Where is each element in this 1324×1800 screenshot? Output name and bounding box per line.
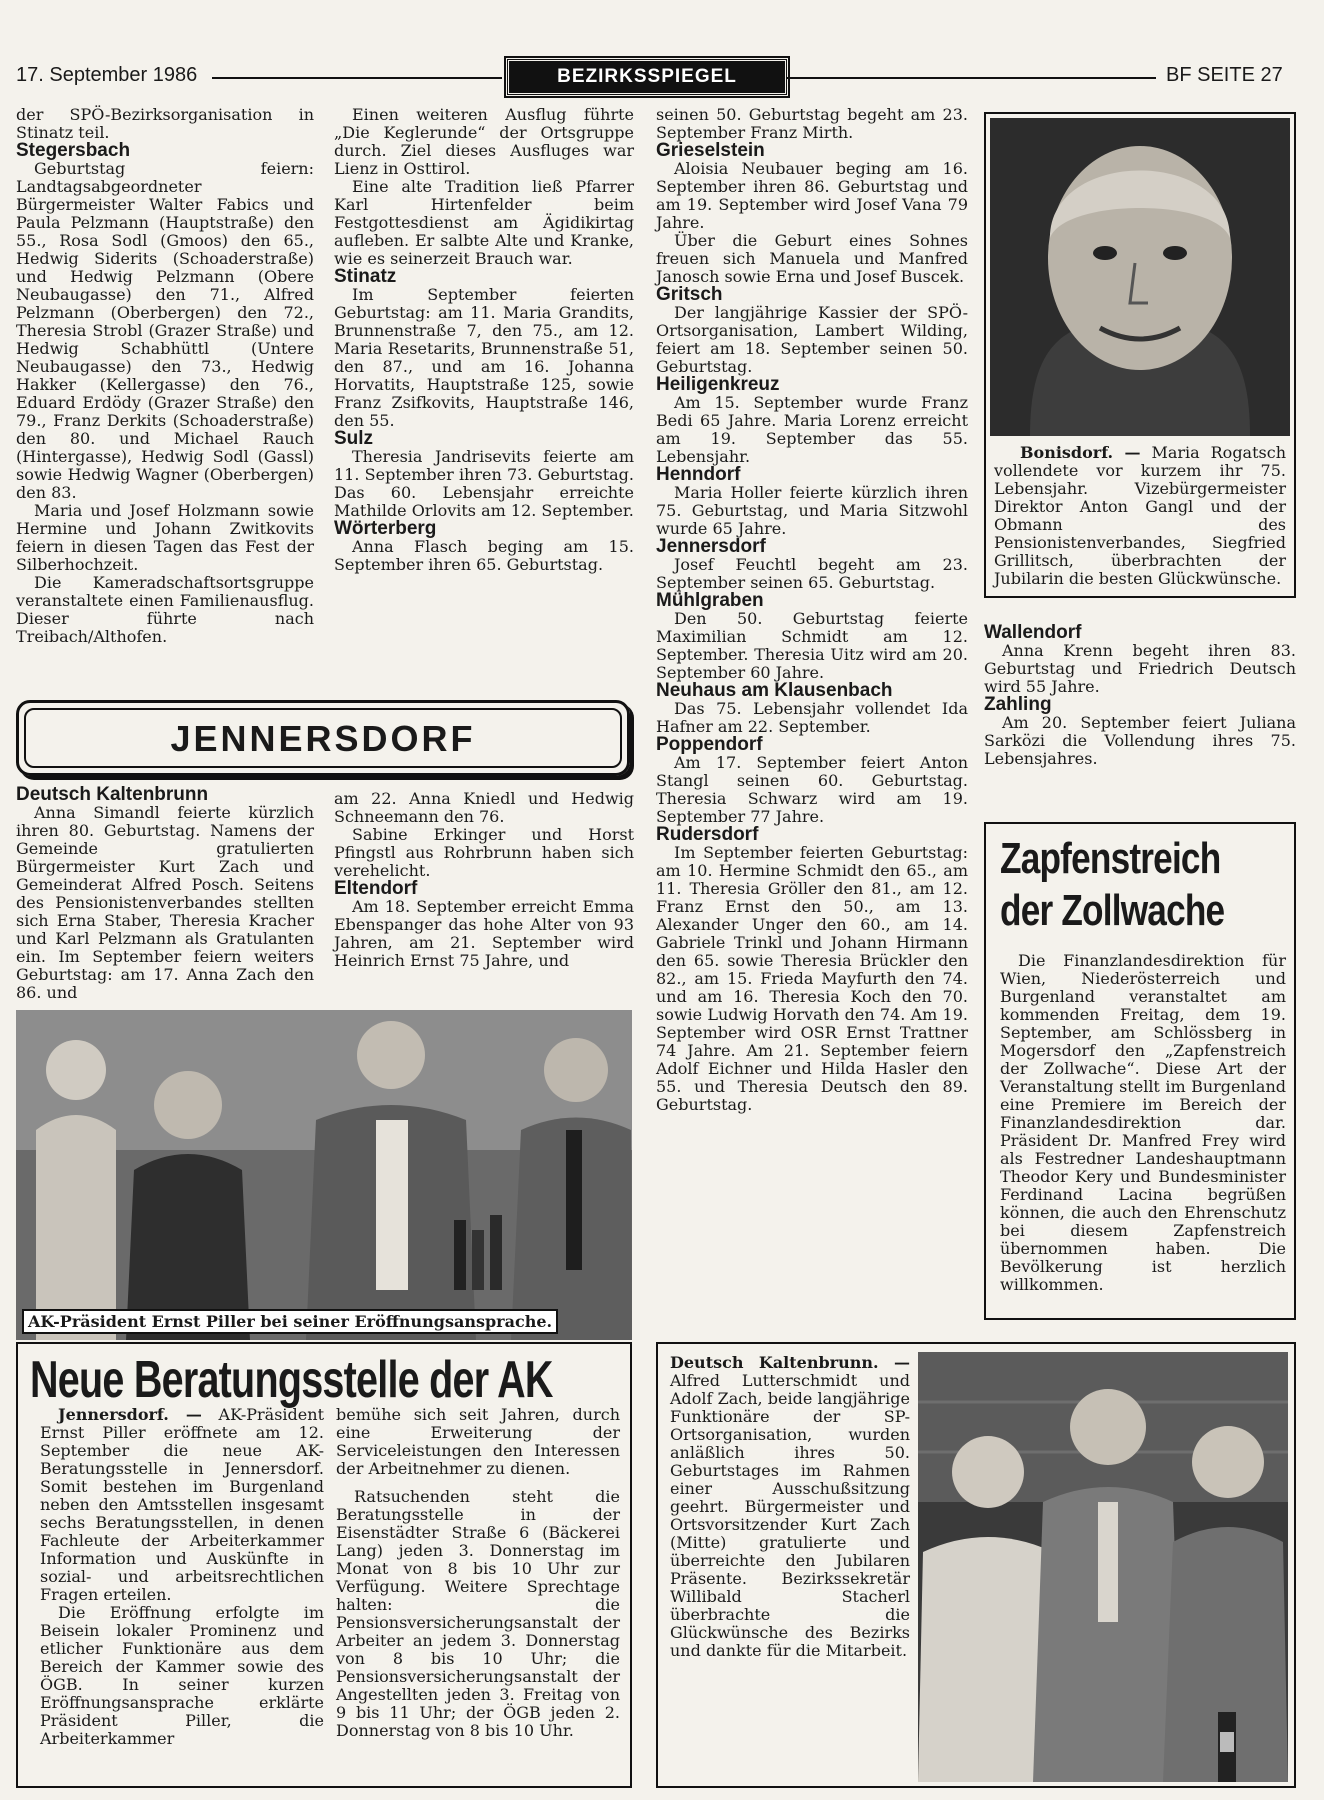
ak-group-photo: [16, 1010, 632, 1340]
kaltenbrunn-photo-caption: [670, 1354, 910, 1660]
stegersbach-text-1: Geburtstag feiern: Landtagsabgeordneter Bürgermeister Walter Fabics und Paula Pelzmann (Hauptstraße) den 55., Rosa Sodl (Gmoos) den 65., Hedwig Siderits (Schoaderstraße) und Hedwig Pelzmann (Obere Neubaugasse) den 71., Alfred Pelzmann (Oberbergen) den 72., Theresia Strobl (Grazer Straße) und Hedwig Schabhüttl (Untere Neubaugasse) den 73., Hedwig Hakker (Kellergasse) den 76., Eduard Erdödy (Grazer Straße) den 79., Franz Derkits (Schoaderstraße) den 80. und Michael Rauch (Hintergasse), Hedwig Sodl (Gassl) sowie Hedwig Wagner (Oberbergen) den 83.: [16, 159, 314, 502]
kaltenbrunn-group-photo: [918, 1352, 1288, 1782]
heading-poppendorf: Poppendorf: [656, 734, 763, 755]
header-rule-right: [786, 77, 1156, 79]
heading-jennersdorf: Jennersdorf: [656, 536, 766, 557]
heading-zahling: Zahling: [984, 694, 1052, 715]
portrait-box: [984, 112, 1296, 598]
stegersbach-text-3: Die Kameradschaftsortsgruppe veranstaltete einen Familienausflug. Dieser führte nach Treibach/Althofen.: [16, 573, 314, 646]
col2-text-1: Einen weiteren Ausflug führte „Die Keglerunde“ der Ortsgruppe durch. Ziel dieses Ausfluges war Lienz in Osttirol.: [334, 105, 634, 178]
wedding-text: Sabine Erkinger und Horst Pfingstl aus Rohrbrunn haben sich verehelicht.: [334, 825, 634, 880]
ak-text-4: Ratsuchenden steht die Beratungsstelle in der Eisenstädter Straße 6 (Bäckerei Lang) jeden 3. Donnerstag im Monat von 8 bis 10 Uhr zur Verfügung. Weitere Sprechtage halten: die Pensionsversicherungsanstalt der Arbeiter an jedem 3. Donnerstag von 8 bis 10 Uhr; die Pensionsversicherungsanstalt der Angestellten jeden 3. Freitag von 9 bis 11 Uhr; der ÖGB jeden 2. Donnerstag von 8 bis 10 Uhr.: [336, 1487, 620, 1740]
ak-place: Jennersdorf. —: [58, 1405, 202, 1424]
col2-text-2: Eine alte Tradition ließ Pfarrer Karl Hirtenfelder beim Festgottesdienst am Ägidikirtag aufleben. Er salbte Alte und Kranke, wie es seinerzeit Brauch war.: [334, 177, 634, 268]
heading-muehlgraben: Mühlgraben: [656, 590, 764, 611]
portrait-caption-place: Bonisdorf. —: [1020, 443, 1141, 462]
kaltenbrunn-cont: am 22. Anna Kniedl und Hedwig Schneemann den 76.: [334, 789, 634, 826]
heading-heiligenkreuz: Heiligenkreuz: [656, 374, 780, 395]
wallendorf-text: Anna Krenn begeht ihren 83. Geburtstag und Friedrich Deutsch wird 55 Jahre.: [984, 641, 1296, 696]
column-4-text: [984, 624, 1296, 768]
eltendorf-text: Am 18. September erreicht Emma Ebenspanger das hohe Alter von 93 Jahren, am 21. September wird Heinrich Ernst 75 Jahre, und: [334, 897, 634, 970]
portrait-caption-text: Maria Rogatsch vollendete vor kurzem ihr 75. Lebensjahr. Vizebürgermeister Direktor Anton Gangl und der Obmann des Pensionistenverbandes, Siegfried Grillitsch, überbrachten der Jubilarin die besten Glückwünsche.: [994, 443, 1287, 588]
kaltenbrunn-photo-place: Deutsch Kaltenbrunn. —: [670, 1353, 910, 1372]
column-3: [656, 106, 968, 1114]
col1-intro: der SPÖ-Bezirksorganisation in Stinatz teil.: [16, 105, 314, 142]
heading-henndorf: Henndorf: [656, 464, 741, 485]
section-label: BEZIRKSSPIEGEL: [506, 58, 788, 96]
grieselstein-text-1: Aloisia Neubauer beging am 16. September ihren 86. Geburtstag und am 19. September wird Josef Vana 79 Jahre.: [656, 159, 968, 232]
ak-photo-caption: AK-Präsident Ernst Piller bei seiner Eröffnungsansprache.: [22, 1309, 558, 1334]
heading-gritsch: Gritsch: [656, 284, 723, 305]
heading-wallendorf: Wallendorf: [984, 622, 1082, 643]
jennersdorf-text: Josef Feuchtl begeht am 23. September seinen 65. Geburtstag.: [656, 555, 968, 592]
ak-headline: Neue Beratungsstelle der AK: [30, 1351, 553, 1409]
heading-stinatz: Stinatz: [334, 266, 397, 287]
rudersdorf-text: Im September feierten Geburtstag: am 10. Hermine Schmidt den 65., am 11. Theresia Gröller den 81., am 12. Franz Ernst den 50., am 13. Alexander Unger den 60., am 14. Gabriele Trinkl und Johann Hirmann den 65. sowie Theresia Brückler den 82., am 15. Frieda Mayfurth den 74. und am 16. Theresia Koch den 70. sowie Ludwig Horvath den 74. Am 19. September wird OSR Ernst Trattner 74 Jahre. Am 21. September feiern Adolf Eichner und Hilda Hasler den 55. und Theresia Deutsch den 89. Geburtstag.: [656, 843, 968, 1114]
heading-woerterberg: Wörterberg: [334, 518, 437, 539]
jennersdorf-column-1: [16, 786, 314, 1002]
issue-date: 17. September 1986: [16, 64, 198, 86]
zollwache-headline-1: Zapfenstreich: [1000, 834, 1221, 883]
column-2: [334, 106, 634, 574]
header-rule-left: [212, 77, 502, 79]
ak-column-1: [40, 1406, 324, 1748]
woerterberg-text: Anna Flasch beging am 15. September ihren 65. Geburtstag.: [334, 537, 634, 574]
section-banner: [16, 700, 630, 776]
heading-sulz: Sulz: [334, 428, 374, 449]
kaltenbrunn-text: Anna Simandl feierte kürzlich ihren 80. Geburtstag. Namens der Gemeinde gratulierten Bürgermeister Kurt Zach und Gemeinderat Alfred Posch. Seitens des Pensionistenverbandes stellten sich Erna Staber, Theresia Kracher und Karl Pelzmann als Gratulanten ein. Im September feiern weiters Geburtstag: am 17. Anna Zach den 86. und: [16, 803, 314, 1002]
ak-article-box: [16, 1342, 632, 1788]
grieselstein-text-2: Über die Geburt eines Sohnes freuen sich Manuela und Manfred Janosch sowie Erna und Josef Buscek.: [656, 231, 968, 286]
zollwache-text: Die Finanzlandesdirektion für Wien, Niederösterreich und Burgenland veranstaltet am kommenden Freitag, dem 19. September, am Schlössberg in Mogersdorf den „Zapfenstreich der Zollwache“. Diese Art der Veranstaltung stellt im Burgenland eine Premiere im Bereich der Finanzlandesdirektion dar. Präsident Dr. Manfred Frey wird als Festredner Landeshauptmann Theodor Kery und Bundesminister Ferdinand Lacina begrüßen können, die auch den Ehrenschutz bei diesem Zapfenstreich übernommen haben. Die Bevölkerung ist herzlich willkommen.: [1000, 951, 1286, 1294]
ak-text-2: Die Eröffnung erfolgte im Beisein lokaler Prominenz und etlicher Funktionäre aus dem Bereich der Kammer sowie des ÖGB. In seiner kurzen Eröffnungsansprache erklärte Präsident Piller, die Arbeiterkammer: [40, 1603, 324, 1748]
muehlgraben-text: Den 50. Geburtstag feierte Maximilian Schmidt am 12. September. Theresia Uitz wird am 20. September 60 Jahre.: [656, 609, 968, 682]
gritsch-text: Der langjährige Kassier der SPÖ-Ortsorganisation, Lambert Wilding, feiert am 18. September seinen 50. Geburtstag.: [656, 303, 968, 376]
col3-intro: seinen 50. Geburtstag begeht am 23. September Franz Mirth.: [656, 105, 968, 142]
ak-text-1: AK-Präsident Ernst Piller eröffnete am 12. September die neue AK-Beratungsstelle in Jennersdorf. Somit bestehen im Burgenland neben den Amtsstellen insgesamt sechs Beratungsstellen, in denen Fachleute der Arbeiterkammer Information und Auskünfte in sozial- und arbeitsrechtlichen Fragen erteilen.: [40, 1405, 324, 1604]
portrait-photo: [990, 118, 1290, 436]
heading-neuhaus: Neuhaus am Klausenbach: [656, 680, 893, 701]
neuhaus-text: Das 75. Lebensjahr vollendet Ida Hafner am 22. September.: [656, 699, 968, 736]
sulz-text: Theresia Jandrisevits feierte am 11. September ihren 73. Geburtstag. Das 60. Lebensjahr erreichte Mathilde Orlovits am 12. September.: [334, 447, 634, 520]
stinatz-text: Im September feierten Geburtstag: am 11. Maria Grandits, Brunnenstraße 7, den 75., am 12. Maria Resetarits, Brunnenstraße 51, den 87., und am 16. Johanna Horvatits, Hauptstraße 125, sowie Franz Zsifkovits, Hauptstraße 146, den 55.: [334, 285, 634, 430]
section-banner-title: JENNERSDORF: [24, 708, 622, 768]
jennersdorf-column-2: [334, 790, 634, 970]
ak-text-3: bemühe sich seit Jahren, durch eine Erweiterung der Serviceleistungen den Interessen der Arbeitnehmer zu dienen.: [336, 1405, 620, 1478]
zollwache-box: [984, 822, 1296, 1320]
stegersbach-text-2: Maria und Josef Holzmann sowie Hermine und Johann Zwitkovits feiern in diesen Tagen das Fest der Silberhochzeit.: [16, 501, 314, 574]
kaltenbrunn-photo-box: [656, 1342, 1296, 1788]
page-number: BF SEITE 27: [1166, 64, 1283, 86]
zollwache-headline-2: der Zollwache: [1000, 886, 1225, 935]
heading-grieselstein: Grieselstein: [656, 140, 765, 161]
column-1: [16, 106, 314, 646]
heiligenkreuz-text: Am 15. September wurde Franz Bedi 65 Jahre. Maria Lorenz erreicht am 19. September das 55. Lebensjahr.: [656, 393, 968, 466]
heading-stegersbach: Stegersbach: [16, 140, 131, 161]
ak-column-2: [336, 1406, 620, 1740]
heading-rudersdorf: Rudersdorf: [656, 824, 759, 845]
portrait-caption: [994, 444, 1286, 588]
poppendorf-text: Am 17. September feiert Anton Stangl seinen 60. Geburtstag. Theresia Schwarz wird am 19. September 77 Jahre.: [656, 753, 968, 826]
zahling-text: Am 20. September feiert Juliana Sarközi die Vollendung ihres 75. Lebensjahres.: [984, 713, 1296, 768]
ak-text-1-wrap: [40, 1406, 324, 1604]
henndorf-text: Maria Holler feierte kürzlich ihren 75. Geburtstag, und Maria Sitzwohl wurde 65 Jahre.: [656, 483, 968, 538]
heading-deutsch-kaltenbrunn: Deutsch Kaltenbrunn: [16, 784, 209, 805]
heading-eltendorf: Eltendorf: [334, 878, 418, 899]
kaltenbrunn-photo-text: Alfred Lutterschmidt und Adolf Zach, beide langjährige Funktionäre der SP-Ortsorganisation, wurden anläßlich ihres 50. Geburtstages im Rahmen einer Ausschußsitzung geehrt. Bürgermeister und Ortsvorsitzender Kurt Zach (Mitte) gratulierte und überreichte den Jubilaren Präsente. Bezirkssekretär Willibald Stacherl überbrachte die Glückwünsche des Bezirks und dankte für die Mitarbeit.: [670, 1371, 910, 1660]
